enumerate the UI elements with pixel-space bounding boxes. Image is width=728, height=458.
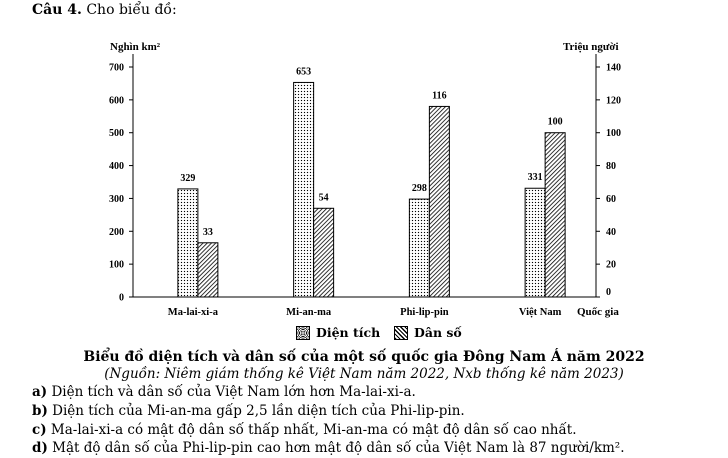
bar-population [198,243,218,297]
statement-a [32,384,416,400]
y-left-tick-label: 700 [109,62,124,74]
statement-a-text: Diện tích và dân số của Việt Nam lớn hơn Ma-lai-xi-a. [51,384,416,400]
question-intro: Cho biểu đồ: [86,2,177,18]
x-axis-label: Quốc gia [577,306,619,318]
statement-b [32,403,465,419]
y-right-tick-label: 140 [606,62,621,74]
data-label: 298 [411,183,427,195]
y-right-axis-label: Triệu người [563,41,619,53]
legend-label-area: Diện tích [316,325,381,340]
category-label: Ma-lai-xi-a [167,307,218,318]
category-label: Phi-lip-pin [400,307,449,318]
statement-a-label: a) [32,384,48,400]
bar-population [429,106,449,297]
data-label: 33 [202,226,213,238]
y-left-tick-label: 600 [109,95,124,107]
y-right-tick-label: 0 [606,287,611,298]
bar-population [545,133,565,297]
statement-c-label: c) [32,422,47,438]
y-right-tick-label: 120 [606,95,621,107]
category-label: Việt Nam [518,307,562,318]
data-label: 100 [547,116,563,128]
y-right-tick-label: 80 [606,161,616,173]
data-label: 116 [432,90,447,102]
statement-c-text: Ma-lai-xi-a có mật độ dân số thấp nhất, Mi-an-ma có mật độ dân số cao nhất. [50,422,577,438]
y-right-tick-label: 100 [606,128,621,140]
legend-item-population [394,325,462,340]
statement-b-text: Diện tích của Mi-an-ma gấp 2,5 lần diện tích của Phi-lip-pin. [52,403,465,419]
statement-c [32,422,577,438]
legend-swatch-hatch [394,326,408,340]
y-right-tick-label: 20 [606,259,616,271]
question-number: Câu 4. [32,2,82,18]
y-right-tick-label: 60 [606,193,616,205]
y-left-tick-label: 400 [109,161,124,173]
y-left-axis-label: Nghìn km² [110,41,161,53]
bar-area [178,189,198,297]
bar-population [314,208,334,297]
legend-label-population: Dân số [414,325,462,340]
y-right-tick-label: 40 [606,226,616,238]
statement-d-label: d) [32,440,48,456]
legend-item-area [296,325,380,340]
statement-b-label: b) [32,403,48,419]
legend-swatch-dots [296,326,310,340]
category-label: Mi-an-ma [286,307,332,318]
y-left-tick-label: 0 [119,292,124,304]
bar-area [294,82,314,297]
data-label: 653 [296,66,312,78]
y-left-tick-label: 200 [109,226,124,238]
y-left-tick-label: 300 [109,193,124,205]
chart-title: Biểu đồ diện tích và dân số của một số quốc gia Đông Nam Á năm 2022 [83,349,645,365]
y-left-tick-label: 100 [109,259,124,271]
statement-d [32,440,625,456]
bar-area [409,199,429,297]
data-label: 329 [180,172,196,184]
data-label: 54 [318,192,329,204]
y-left-tick-label: 500 [109,128,124,140]
data-label: 331 [527,172,543,184]
bar-area [525,188,545,297]
chart-source: (Nguồn: Niêm giám thống kê Việt Nam năm 2022, Nxb thống kê năm 2023) [104,366,624,382]
statement-d-text: Mật độ dân số của Phi-lip-pin cao hơn mật độ dân số của Việt Nam là 87 người/km². [52,440,625,456]
